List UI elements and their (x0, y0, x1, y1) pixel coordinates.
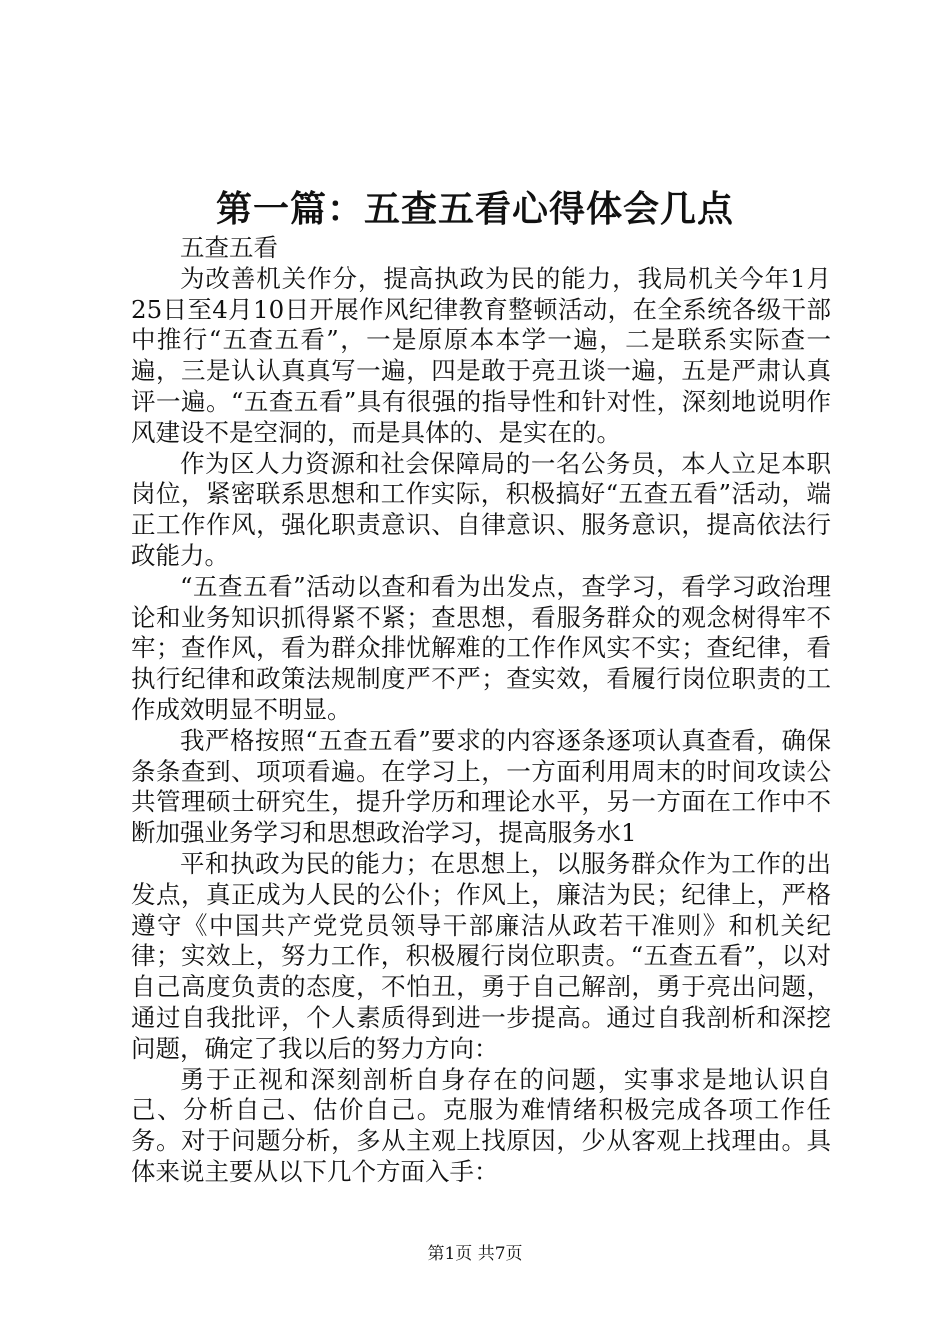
paragraph: 平和执政为民的能力；在思想上，以服务群众作为工作的出发点，真正成为人民的公仆；作风上，廉洁为民；纪律上，严格遵守《中国共产党党员领导干部廉洁从政若干准则》和机关纪律；实效上，努力工作，积极履行岗位职责。“五查五看”，以对自己高度负责的态度，不怕丑，勇于自己解剖，勇于亮出问题，通过自我批评，个人素质得到进一步提高。通过自我剖析和深挖问题，确定了我以后的努力方向： (131, 848, 831, 1063)
document-body (131, 233, 831, 1188)
paragraph-subtitle: 五查五看 (180, 233, 278, 262)
page-number-footer: 第1页 共7页 (427, 1244, 523, 1264)
paragraph: 为改善机关作分，提高执政为民的能力，我局机关今年1月25日至4月10日开展作风纪律教育整顿活动，在全系统各级干部中推行“五查五看”，一是原原本本学一遍，二是联系实际查一遍，三是认认真真写一遍，四是敢于亮丑谈一遍，五是严肃认真评一遍。“五查五看”具有很强的指导性和针对性，深刻地说明作风建设不是空洞的，而是具体的、是实在的。 (131, 263, 831, 447)
paragraph: 作为区人力资源和社会保障局的一名公务员，本人立足本职岗位，紧密联系思想和工作实际，积极搞好“五查五看”活动，端正工作作风，强化职责意识、自律意识、服务意识，提高依法行政能力。 (131, 448, 831, 570)
paragraph: 我严格按照“五查五看”要求的内容逐条逐项认真查看，确保条条查到、项项看遍。在学习上，一方面利用周末的时间攻读公共管理硕士研究生，提升学历和理论水平，另一方面在工作中不断加强业务学习和思想政治学习，提高服务水1 (131, 725, 831, 848)
page-title: 第一篇：五查五看心得体会几点 (215, 189, 734, 230)
paragraph: 勇于正视和深刻剖析自身存在的问题，实事求是地认识自己、分析自己、估价自己。克服为难情绪积极完成各项工作任务。对于问题分析，多从主观上找原因，少从客观上找理由。具体来说主要从以下几个方面入手： (131, 1064, 831, 1186)
paragraph: “五查五看”活动以查和看为出发点，查学习，看学习政治理论和业务知识抓得紧不紧；查思想，看服务群众的观念树得牢不牢；查作风，看为群众排忧解难的工作作风实不实；查纪律，看执行纪律和政策法规制度严不严；查实效，看履行岗位职责的工作成效明显不明显。 (131, 571, 831, 724)
